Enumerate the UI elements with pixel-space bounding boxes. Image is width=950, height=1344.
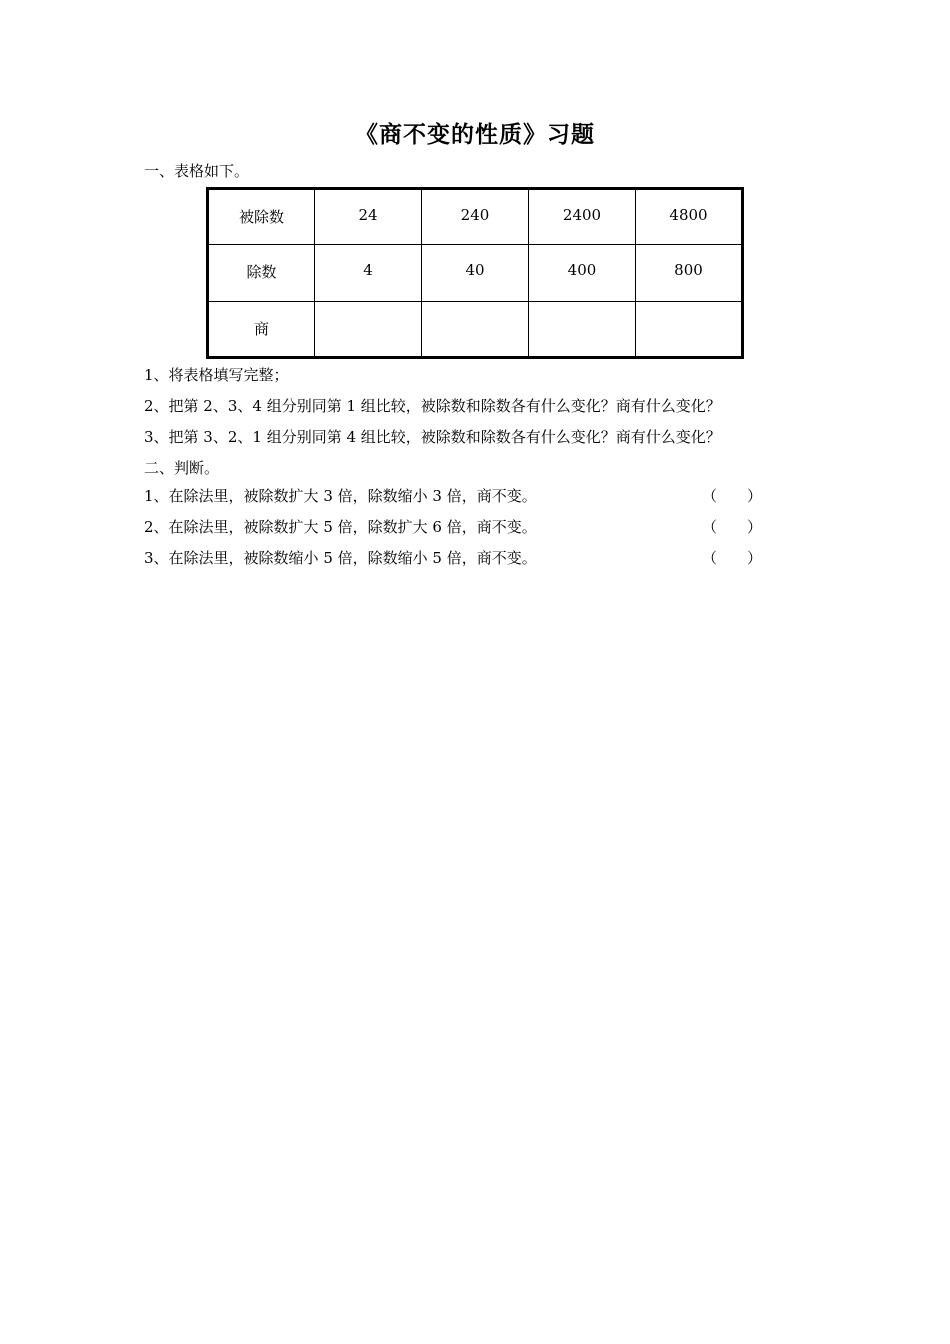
quotient-answer-cell[interactable] [422, 301, 529, 357]
row-label-divisor: 除数 [208, 245, 315, 301]
judge-item-3 [144, 547, 762, 568]
table-cell: 24 [315, 189, 422, 245]
table-row-divisor [208, 245, 743, 301]
answer-parentheses[interactable]: （ ） [701, 487, 762, 505]
judge-item-text: 2、在除法里，被除数扩大 5 倍，除数扩大 6 倍，商不变。 [144, 518, 537, 536]
judge-item-text: 1、在除法里，被除数扩大 3 倍，除数缩小 3 倍，商不变。 [144, 487, 537, 505]
judge-item-1 [144, 485, 762, 506]
table-cell: 2400 [529, 189, 636, 245]
table-cell: 240 [422, 189, 529, 245]
quotient-answer-cell[interactable] [636, 301, 743, 357]
section-2-heading: 二、判断。 [144, 459, 220, 477]
row-label-dividend: 被除数 [208, 189, 315, 245]
answer-parentheses[interactable]: （ ） [701, 518, 762, 536]
question-2: 2、把第 2、3、4 组分别同第 1 组比较，被除数和除数各有什么变化？商有什么变化？ [144, 397, 721, 415]
table-cell: 4 [315, 245, 422, 301]
table-cell: 400 [529, 245, 636, 301]
answer-parentheses[interactable]: （ ） [701, 549, 762, 567]
section-1-heading: 一、表格如下。 [144, 162, 250, 180]
table-cell: 40 [422, 245, 529, 301]
division-table [206, 187, 744, 359]
question-3: 3、把第 3、2、1 组分别同第 4 组比较，被除数和除数各有什么变化？商有什么变化？ [144, 428, 721, 446]
quotient-answer-cell[interactable] [315, 301, 422, 357]
table-row-dividend [208, 189, 743, 245]
table-cell: 4800 [636, 189, 743, 245]
judge-item-text: 3、在除法里，被除数缩小 5 倍，除数缩小 5 倍，商不变。 [144, 549, 537, 567]
table-row-quotient [208, 301, 743, 357]
quotient-answer-cell[interactable] [529, 301, 636, 357]
row-label-quotient: 商 [208, 301, 315, 357]
table-cell: 800 [636, 245, 743, 301]
page-title: 《商不变的性质》习题 [355, 121, 595, 148]
question-1: 1、将表格填写完整； [144, 366, 289, 384]
judge-item-2 [144, 516, 762, 537]
